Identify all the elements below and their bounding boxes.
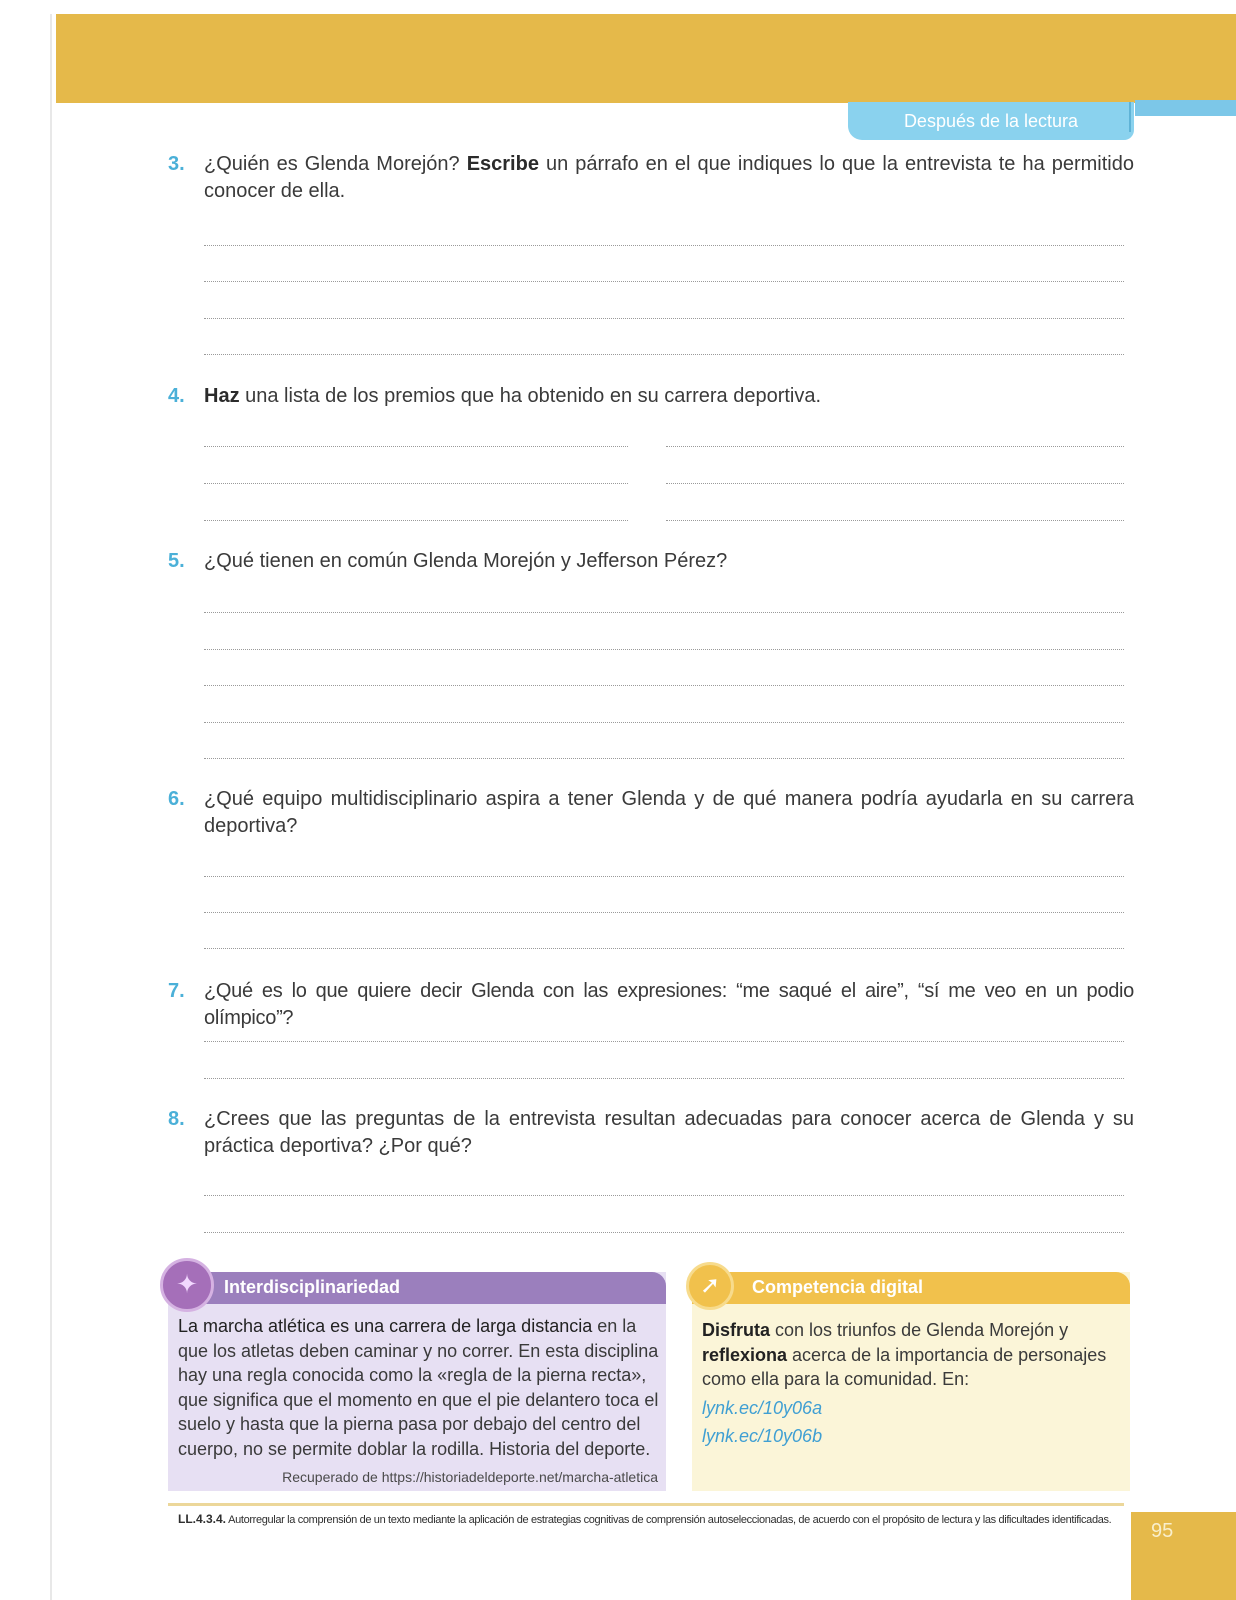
- question-number: 8.: [168, 1108, 185, 1130]
- answer-line[interactable]: [204, 612, 1124, 613]
- answer-line[interactable]: [204, 281, 1124, 282]
- question-7: [168, 978, 1134, 1032]
- answer-line[interactable]: [204, 948, 1124, 949]
- answer-line[interactable]: [204, 446, 628, 447]
- answer-line[interactable]: [204, 1195, 1124, 1196]
- skill-code: LL.4.3.4. Autorregular la comprensión de un texto mediante la aplicación de estrategias cognitivas de comprensión autoseleccionadas, de acuerdo con el propósito de lectura y las dificultades identificadas.: [178, 1512, 1112, 1526]
- section-tab: Después de la lectura: [848, 102, 1134, 140]
- answer-line[interactable]: [204, 318, 1124, 319]
- interdisciplinariedad-box: [168, 1272, 666, 1491]
- box-title: Competencia digital: [752, 1277, 924, 1297]
- header-band: [56, 14, 1236, 103]
- box-title: Interdisciplinariedad: [224, 1277, 401, 1297]
- link-10y06b[interactable]: lynk.ec/10y06b: [702, 1426, 823, 1446]
- question-text: ¿Qué es lo que quiere decir Glenda con las expresiones: “me saqué el aire”, “sí me veo en un podio olímpico”?: [204, 980, 1134, 1029]
- question-number: 4.: [168, 385, 185, 407]
- question-text: ¿Qué equipo multidisciplinario aspira a tener Glenda y de qué manera podría ayudarla en su carrera deportiva?: [204, 788, 1134, 837]
- answer-line[interactable]: [204, 245, 1124, 246]
- answer-line[interactable]: [204, 354, 1124, 355]
- answer-line[interactable]: [204, 912, 1124, 913]
- box-body: La marcha atlética es una carrera de larga distancia en la que los atletas deben caminar y no correr. En esta disciplina hay una regla conocida como la «regla de la pierna recta», que significa que el momento en que el pie delantero toca el suelo y hasta que la pierna pasa por debajo del centro del cuerpo, no se permite doblar la rodilla. Historia del deporte.: [178, 1316, 659, 1459]
- page-number: 95: [1131, 1512, 1236, 1600]
- answer-line[interactable]: [666, 520, 1124, 521]
- question-number: 6.: [168, 788, 185, 810]
- question-number: 7.: [168, 980, 185, 1002]
- cursor-icon: ➚: [686, 1262, 734, 1310]
- footer-rule: [168, 1503, 1124, 1506]
- link-10y06a[interactable]: lynk.ec/10y06a: [702, 1397, 823, 1418]
- question-number: 5.: [168, 550, 185, 572]
- answer-line[interactable]: [204, 876, 1124, 877]
- interdisciplinary-icon: ✦: [160, 1258, 214, 1312]
- header-accent: [1135, 100, 1236, 116]
- question-text: ¿Quién es Glenda Morejón? Escribe un párrafo en el que indiques lo que la entrevista te ha permitido conocer de ella.: [204, 153, 1134, 202]
- question-4: [168, 383, 1134, 410]
- answer-line[interactable]: [204, 1232, 1124, 1233]
- question-text: ¿Crees que las preguntas de la entrevista resultan adecuadas para conocer acerca de Glenda y su práctica deportiva? ¿Por qué?: [204, 1108, 1134, 1157]
- answer-line[interactable]: [204, 1078, 1124, 1079]
- question-number: 3.: [168, 153, 185, 175]
- competencia-digital-box: [692, 1272, 1130, 1491]
- page-edge: [50, 14, 52, 1600]
- box-body: Disfruta con los triunfos de Glenda Morejón y reflexiona acerca de la importancia de personajes como ella para la comunidad. En: lynk.ec/10y06a lynk.ec/10y06b: [702, 1318, 1120, 1449]
- answer-line[interactable]: [204, 649, 1124, 650]
- answer-line[interactable]: [666, 483, 1124, 484]
- answer-line[interactable]: [204, 1041, 1124, 1042]
- answer-line[interactable]: [204, 722, 1124, 723]
- answer-line[interactable]: [666, 446, 1124, 447]
- answer-line[interactable]: [204, 685, 1124, 686]
- answer-line[interactable]: [204, 520, 628, 521]
- question-3: [168, 151, 1134, 205]
- question-8: [168, 1106, 1134, 1160]
- answer-line[interactable]: [204, 483, 628, 484]
- question-text: Haz una lista de los premios que ha obtenido en su carrera deportiva.: [204, 385, 822, 407]
- answer-line[interactable]: [204, 758, 1124, 759]
- question-6: [168, 786, 1134, 840]
- question-5: [168, 548, 1134, 575]
- source-citation: Recuperado de https://historiadeldeporte.net/marcha-atletica: [282, 1469, 658, 1485]
- question-text: ¿Qué tienen en común Glenda Morejón y Jefferson Pérez?: [204, 550, 728, 572]
